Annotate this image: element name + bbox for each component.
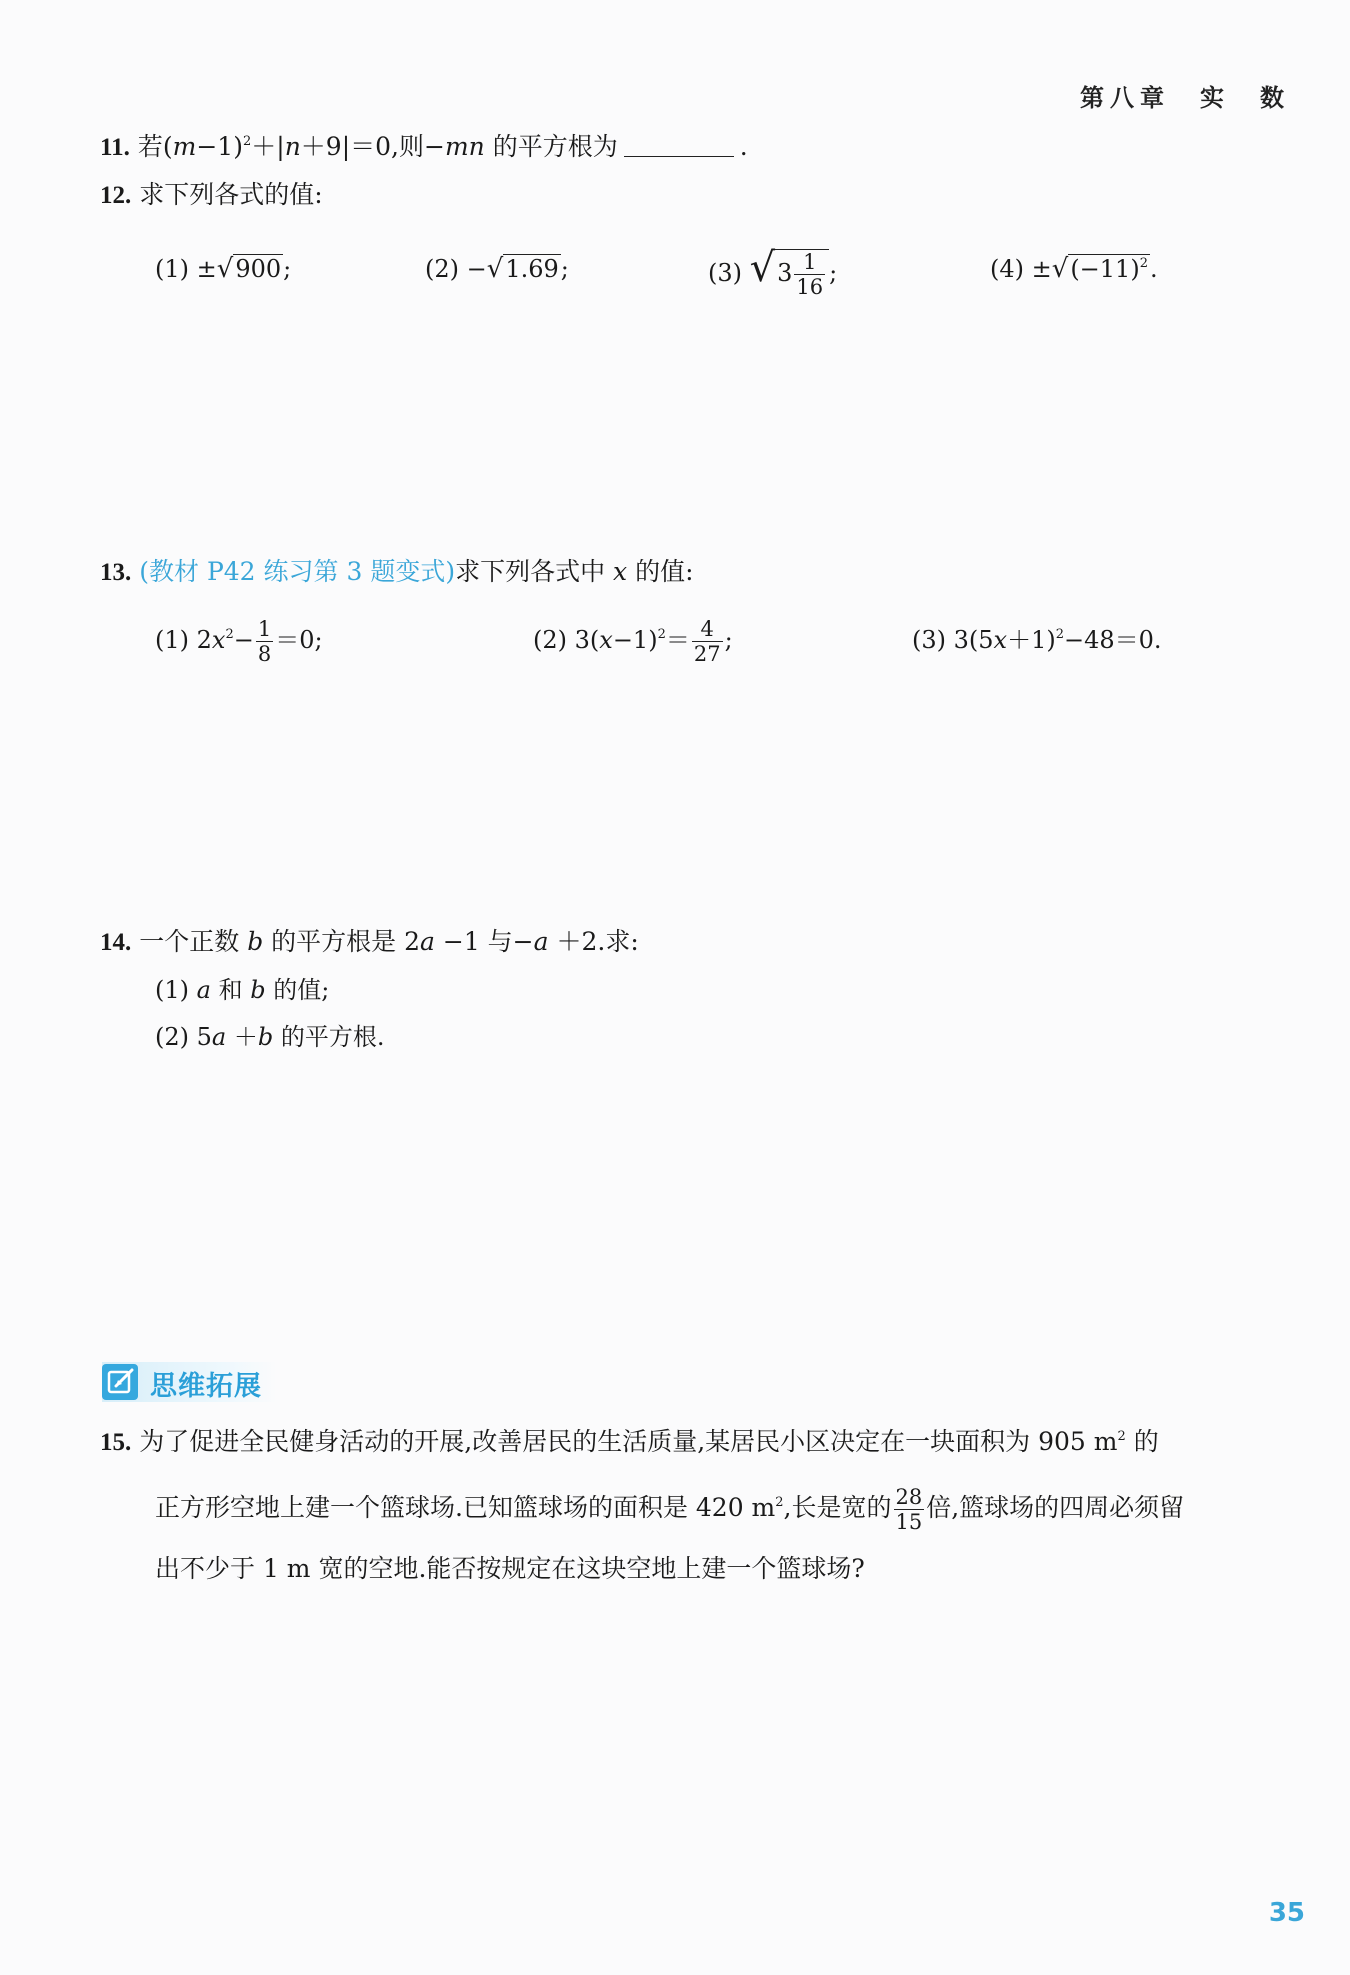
section-header: 思维拓展 xyxy=(102,1362,277,1402)
question-14-part-2: (2) 5a ＋b 的平方根. xyxy=(155,1023,385,1051)
question-12: 12. 求下列各式的值: xyxy=(100,180,323,209)
question-12-part-4: $(4) \pm√(-11)^2$. xyxy=(990,254,1158,284)
question-13: 13. (教材 P42 练习第 3 题变式)求下列各式中 x 的值: xyxy=(100,557,694,586)
textbook-source: (教材 P42 练习第 3 题变式) xyxy=(139,557,456,586)
question-12-part-3: (3) √3 $\frac{1}{16}$ ; xyxy=(708,245,838,299)
radical-icon: √ xyxy=(486,254,504,284)
question-15-line-1: 15. 为了促进全民健身活动的开展,改善居民的生活质量,某居民小区决定在一块面积为 905 $m^2$ 的 xyxy=(100,1427,1159,1456)
radical-icon: √ xyxy=(1051,254,1069,284)
fraction: $\frac{1}{8}$ xyxy=(257,617,272,666)
question-11: 11. 若$(m-1)^2+|n+9|=0$,则−mn 的平方根为 . xyxy=(100,132,748,161)
fraction: $\frac{4}{27}$ xyxy=(693,617,721,666)
question-15-line-3: 出不少于 1 m 宽的空地.能否按规定在这块空地上建一个篮球场? xyxy=(155,1554,865,1583)
thinking-extension-icon xyxy=(102,1364,138,1400)
chapter-header: 第八章 实 数 xyxy=(1080,84,1290,112)
question-13-part-3: (3) $3(5x+1)^2-48=0$. xyxy=(912,626,1162,654)
fraction: $\frac{28}{15}$ xyxy=(895,1485,923,1534)
page-number: 35 xyxy=(1268,1898,1305,1928)
question-13-part-2: (2) $3(x-1)^2=$ $\frac{4}{27}$ ; xyxy=(533,617,733,666)
radical-icon: √ xyxy=(216,254,234,284)
question-14: 14. 一个正数 b 的平方根是 2a −1 与−a ＋2.求: xyxy=(100,927,639,956)
fraction: $\frac{1}{16}$ xyxy=(796,250,824,299)
question-15-line-2: 正方形空地上建一个篮球场.已知篮球场的面积是 420 $m^2$,长是宽的 $\frac{28}{15}$ 倍,篮球场的四周必须留 xyxy=(155,1485,1185,1534)
question-12-part-1: (1) ±√900; xyxy=(155,254,292,284)
question-13-part-1: (1) $2x^2-$ $\frac{1}{8}$ ＝0; xyxy=(155,617,323,666)
radical-icon: √ xyxy=(749,245,776,291)
question-14-part-1: (1) a 和 b 的值; xyxy=(155,976,330,1004)
question-12-part-2: (2) −√1.69; xyxy=(425,254,569,284)
answer-blank[interactable] xyxy=(624,134,734,157)
